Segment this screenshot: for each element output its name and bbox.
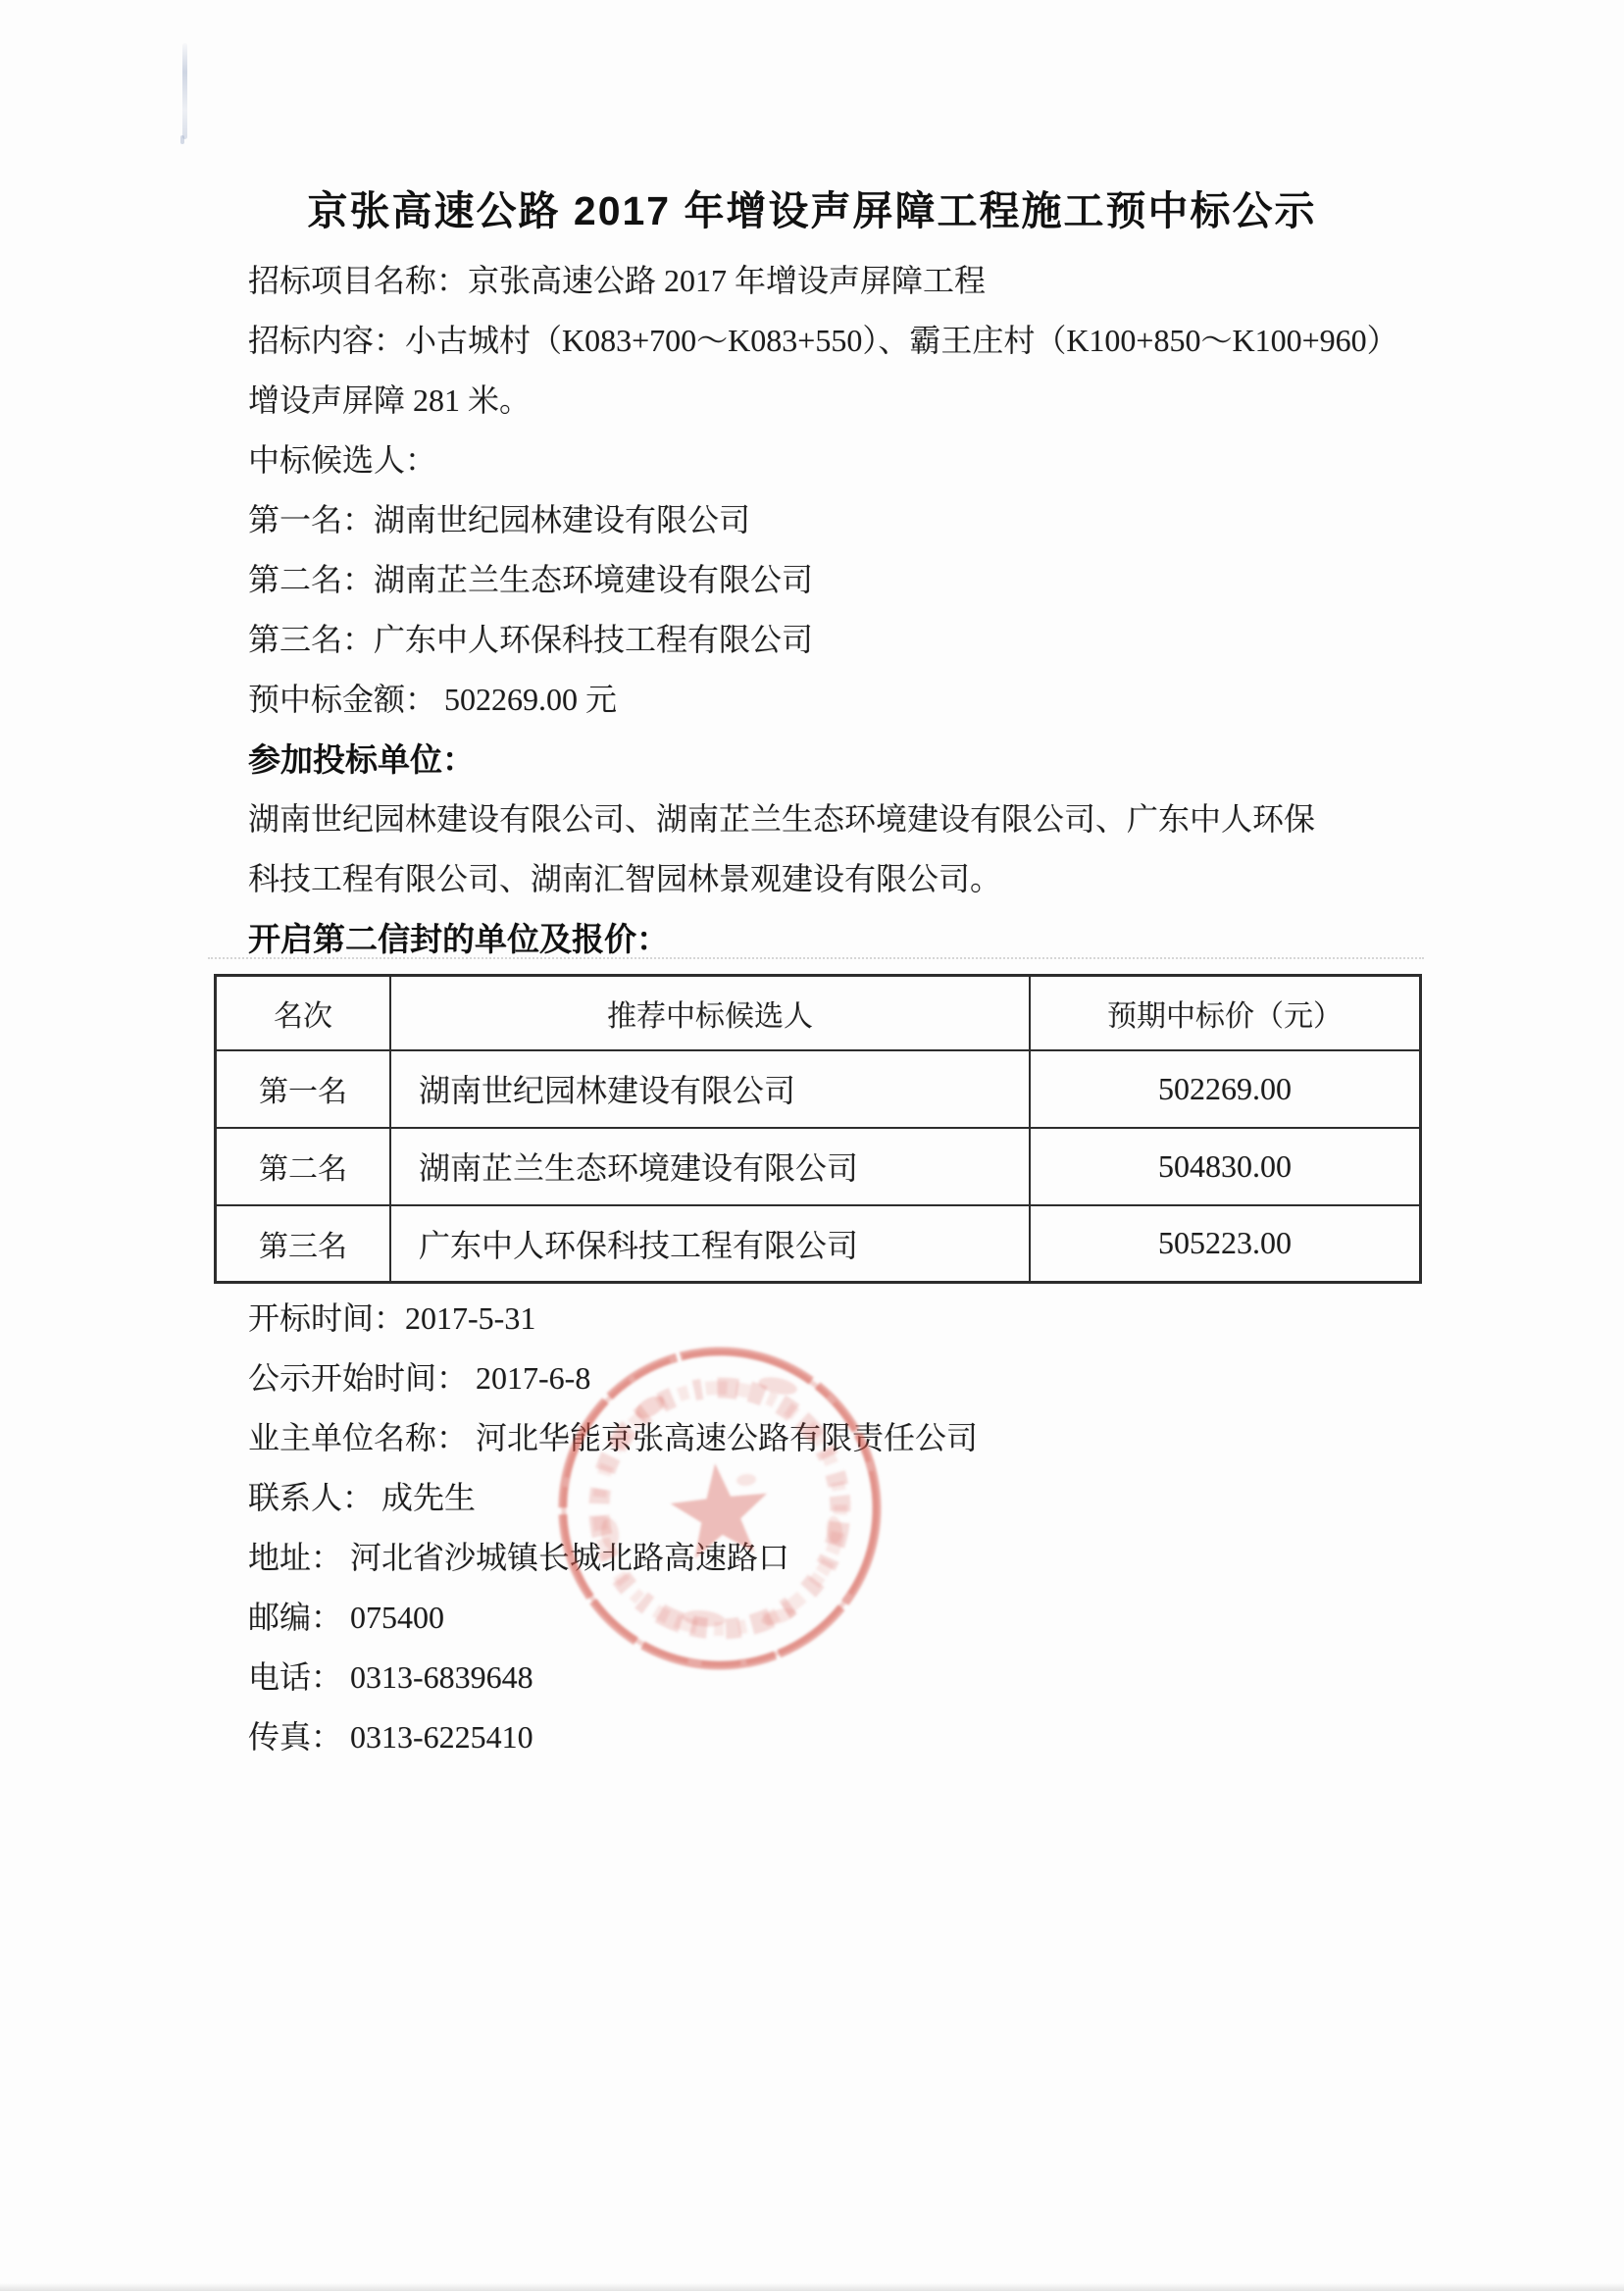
quote-table — [214, 974, 1422, 1284]
company-cell: 广东中人环保科技工程有限公司 — [390, 1205, 1030, 1283]
bidders-line-2: 科技工程有限公司、湖南汇智园林景观建设有限公司。 — [248, 861, 1002, 896]
tender-content-line-1: 招标内容：小古城村（K083+700～K083+550）、霸王庄村（K100+850～K100+960） — [248, 323, 1398, 358]
company-cell: 湖南芷兰生态环境建设有限公司 — [390, 1128, 1030, 1205]
phone-line: 电话： 0313-6839648 — [248, 1659, 533, 1695]
price-cell: 504830.00 — [1030, 1128, 1421, 1205]
contact-footer — [248, 1289, 1467, 1767]
bid-opening-time: 开标时间：2017-5-31 — [248, 1300, 536, 1336]
column-header-rank: 名次 — [216, 976, 391, 1050]
pre-award-amount: 预中标金额： 502269.00 元 — [248, 682, 618, 717]
scan-artifact-streak — [182, 43, 187, 139]
rank-cell: 第一名 — [216, 1050, 391, 1128]
price-cell: 502269.00 — [1030, 1050, 1421, 1128]
scan-bottom-edge — [0, 2283, 1624, 2291]
document-body — [248, 251, 1467, 1767]
publicity-start-time: 公示开始时间： 2017-6-8 — [248, 1360, 591, 1396]
project-name-line: 招标项目名称：京张高速公路 2017 年增设声屏障工程 — [248, 263, 987, 298]
candidate-first: 第一名：湖南世纪园林建设有限公司 — [248, 502, 751, 537]
postal-code: 邮编： 075400 — [248, 1600, 445, 1635]
bidders-heading: 参加投标单位： — [248, 741, 475, 778]
company-cell: 湖南世纪园林建设有限公司 — [390, 1050, 1030, 1128]
table-row — [216, 1050, 1421, 1128]
page-title: 京张高速公路 2017 年增设声屏障工程施工预中标公示 — [307, 188, 1317, 233]
rank-cell: 第三名 — [216, 1205, 391, 1283]
column-header-company: 推荐中标候选人 — [390, 976, 1030, 1050]
bidders-line-1: 湖南世纪园林建设有限公司、湖南芷兰生态环境建设有限公司、广东中人环保 — [248, 801, 1316, 837]
tender-content-line-2: 增设声屏障 281 米。 — [248, 382, 532, 418]
price-cell: 505223.00 — [1030, 1205, 1421, 1283]
scan-artifact-fleck — [180, 135, 184, 144]
candidates-heading: 中标候选人： — [248, 442, 437, 478]
table-row — [216, 1205, 1421, 1283]
candidate-second: 第二名：湖南芷兰生态环境建设有限公司 — [248, 562, 814, 597]
owner-unit-name: 业主单位名称： 河北华能京张高速公路有限责任公司 — [248, 1420, 979, 1455]
quote-table-header-row — [216, 976, 1421, 1050]
candidate-third: 第三名：广东中人环保科技工程有限公司 — [248, 622, 814, 657]
rank-cell: 第二名 — [216, 1128, 391, 1205]
contact-person: 联系人： 成先生 — [248, 1480, 477, 1515]
scan-artifact-dotted-line — [208, 957, 1424, 959]
fax-line: 传真： 0313-6225410 — [248, 1719, 533, 1755]
table-row — [216, 1128, 1421, 1205]
column-header-price: 预期中标价（元） — [1030, 976, 1421, 1050]
quote-table-heading: 开启第二信封的单位及报价： — [248, 921, 669, 957]
address-line: 地址： 河北省沙城镇长城北路高速路口 — [248, 1540, 790, 1575]
